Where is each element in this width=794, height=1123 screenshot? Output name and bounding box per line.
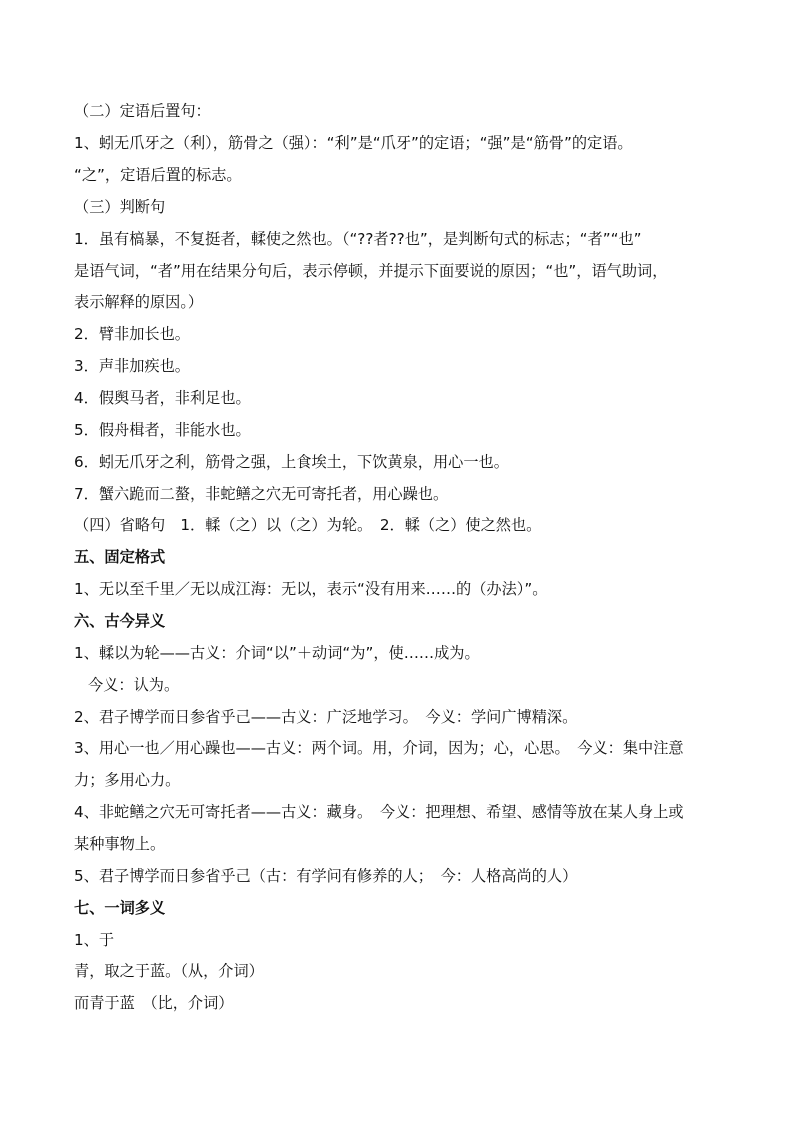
- heading-attributive-postposition: （二）定语后置句：: [74, 102, 211, 120]
- list-item: 7．蟹六跪而二螯，非蛇鳝之穴无可寄托者，用心躁也。: [74, 485, 449, 503]
- list-item: 3．声非加疾也。: [74, 357, 190, 375]
- paragraph-line: 1．虽有槁暴，不复挺者，輮使之然也。（“??者??也”，是判断句式的标志；“者”“也”: [74, 230, 642, 248]
- section-heading-polysemy: 七、一词多义: [74, 899, 166, 917]
- paragraph-line: 4、非蛇鳝之穴无可寄托者——古义：藏身。 今义：把理想、希望、感情等放在某人身上或: [74, 803, 684, 821]
- paragraph-line: 某种事物上。: [74, 835, 166, 853]
- paragraph-line: 2、君子博学而日参省乎己——古义：广泛地学习。 今义：学问广博精深。: [74, 708, 578, 726]
- section-heading-ancient-modern-meaning: 六、古今异义: [74, 612, 166, 630]
- paragraph-line: 1、无以至千里／无以成江海：无以，表示“没有用来……的（办法）”。: [74, 580, 548, 598]
- paragraph-line: 今义：认为。: [88, 676, 180, 694]
- paragraph-line: 表示解释的原因。）: [74, 293, 204, 311]
- paragraph-line: 是语气词，“者”用在结果分句后，表示停顿，并提示下面要说的原因；“也”，语气助词，: [74, 262, 668, 280]
- list-item: 6．蚓无爪牙之利，筋骨之强，上食埃土，下饮黄泉，用心一也。: [74, 453, 509, 471]
- list-item: 2．臂非加长也。: [74, 325, 190, 343]
- paragraph-line: 青，取之于蓝。（从，介词）: [74, 962, 264, 980]
- list-item: 5．假舟楫者，非能水也。: [74, 421, 251, 439]
- paragraph-line: 5、君子博学而日参省乎己（古：有学问有修养的人； 今：人格高尚的人）: [74, 867, 578, 885]
- heading-judgment-sentence: （三）判断句: [74, 198, 166, 216]
- paragraph-line: 而青于蓝 （比，介词）: [74, 994, 234, 1012]
- paragraph-line: 1、于: [74, 931, 115, 949]
- paragraph-line: 1、輮以为轮——古义：介词“以”＋动词“为”，使……成为。: [74, 644, 480, 662]
- paragraph-line: “之”，定语后置的标志。: [74, 166, 242, 184]
- paragraph-line: 3、用心一也／用心躁也——古义：两个词。用，介词，因为；心，心思。 今义：集中注意: [74, 739, 684, 757]
- paragraph-line: 1、蚓无爪牙之（利），筋骨之（强）：“利”是“爪牙”的定语；“强”是“筋骨”的定语。: [74, 134, 633, 152]
- heading-ellipsis-sentence: （四）省略句 1．輮（之）以（之）为轮。 2．輮（之）使之然也。: [74, 516, 542, 534]
- list-item: 4．假舆马者，非利足也。: [74, 389, 251, 407]
- section-heading-fixed-format: 五、固定格式: [74, 548, 166, 566]
- paragraph-line: 力；多用心力。: [74, 771, 181, 789]
